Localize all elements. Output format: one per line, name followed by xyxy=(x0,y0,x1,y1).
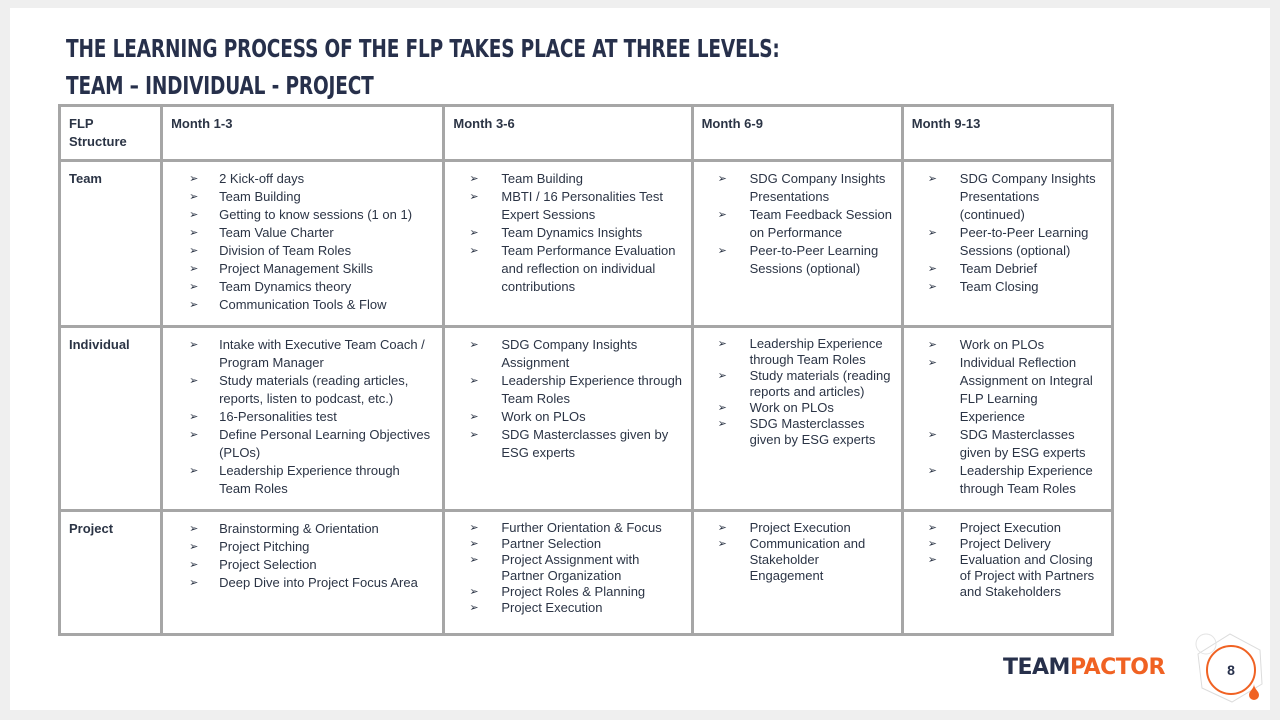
list-item-text: Communication and Stakeholder Engagement xyxy=(749,536,866,583)
list-item-text: Further Orientation & Focus xyxy=(501,520,662,535)
list-item-text: Work on PLOs xyxy=(501,409,586,424)
arrowhead-bullet-icon: ➢ xyxy=(717,370,727,382)
row-label-project: Project xyxy=(60,511,162,635)
list-item xyxy=(469,520,682,536)
list-item-text: Leadership Experience through Team Roles xyxy=(501,373,683,406)
list-item-text: Define Personal Learning Objectives (PLOs) xyxy=(219,427,431,460)
header-row xyxy=(60,106,1113,161)
cell-project-month-9-13 xyxy=(902,511,1112,635)
arrowhead-bullet-icon: ➢ xyxy=(189,245,199,257)
list-item-text: Project Assignment with Partner Organization xyxy=(501,552,640,583)
list-item-text: Project Management Skills xyxy=(219,261,373,276)
arrowhead-bullet-icon: ➢ xyxy=(469,245,479,257)
list-item-text: SDG Company Insights Assignment xyxy=(501,337,638,370)
list-item-text: Project Execution xyxy=(749,520,851,535)
list-item-text: Peer-to-Peer Learning Sessions (optional) xyxy=(959,225,1089,258)
list-item xyxy=(189,188,434,206)
list-item xyxy=(189,170,434,188)
cell-individual-month-6-9 xyxy=(692,327,902,511)
row-label-team: Team xyxy=(60,161,162,327)
list-item-text: Deep Dive into Project Focus Area xyxy=(219,575,418,590)
list-item xyxy=(189,206,434,224)
arrowhead-bullet-icon: ➢ xyxy=(717,173,727,185)
list-item xyxy=(189,278,434,296)
arrowhead-bullet-icon: ➢ xyxy=(717,209,727,221)
list-item-text: Team Debrief xyxy=(959,261,1038,276)
list-item-text: Work on PLOs xyxy=(959,337,1045,352)
list-item xyxy=(718,206,893,242)
list-item xyxy=(718,520,893,536)
list-item-text: Brainstorming & Orientation xyxy=(219,521,379,536)
arrowhead-bullet-icon: ➢ xyxy=(469,522,479,534)
arrowhead-bullet-icon: ➢ xyxy=(469,411,479,423)
list-item-text: Project Roles & Planning xyxy=(501,584,646,599)
list-item-text: Project Selection xyxy=(219,557,317,572)
arrowhead-bullet-icon: ➢ xyxy=(927,173,937,185)
list-item-text: SDG Company Insights Presentations xyxy=(749,171,886,204)
arrowhead-bullet-icon: ➢ xyxy=(469,429,479,441)
arrowhead-bullet-icon: ➢ xyxy=(927,227,937,239)
arrowhead-bullet-icon: ➢ xyxy=(927,357,937,369)
page-number: 8 xyxy=(1227,662,1235,678)
list-item-text: Individual Reflection Assignment on Integral FLP Learning Experience xyxy=(959,355,1093,424)
list-item xyxy=(718,368,893,400)
list-item xyxy=(928,426,1103,462)
list-item-text: Work on PLOs xyxy=(749,400,834,415)
header-cell-month-3-6: Month 3-6 xyxy=(444,106,692,161)
arrowhead-bullet-icon: ➢ xyxy=(189,339,199,351)
arrowhead-bullet-icon: ➢ xyxy=(189,411,199,423)
list-item-text: Peer-to-Peer Learning Sessions (optional) xyxy=(749,243,879,276)
list-item xyxy=(718,536,893,584)
list-item xyxy=(189,538,434,556)
cell-team-month-3-6 xyxy=(444,161,692,327)
list-item xyxy=(469,584,682,600)
arrowhead-bullet-icon: ➢ xyxy=(189,523,199,535)
list-item xyxy=(718,400,893,416)
title-line-1: THE LEARNING PROCESS OF THE FLP TAKES PLACE AT THREE LEVELS: xyxy=(66,34,780,63)
header-cell-month-1-3: Month 1-3 xyxy=(162,106,444,161)
cell-project-month-1-3 xyxy=(162,511,444,635)
arrowhead-bullet-icon: ➢ xyxy=(189,299,199,311)
row-individual xyxy=(60,327,1113,511)
list-item-text: Leadership Experience through Team Roles xyxy=(959,463,1093,496)
list-item xyxy=(928,260,1103,278)
list-item xyxy=(469,336,682,372)
teampactor-logo xyxy=(1003,655,1165,680)
row-project xyxy=(60,511,1113,635)
logo-text-team: TEAM xyxy=(1003,655,1070,680)
list-item xyxy=(469,552,682,584)
arrowhead-bullet-icon: ➢ xyxy=(469,586,479,598)
cell-project-month-6-9 xyxy=(692,511,902,635)
arrowhead-bullet-icon: ➢ xyxy=(717,522,727,534)
list-item xyxy=(189,408,434,426)
arrowhead-bullet-icon: ➢ xyxy=(927,339,937,351)
arrowhead-bullet-icon: ➢ xyxy=(469,173,479,185)
cell-team-month-9-13 xyxy=(902,161,1112,327)
cell-individual-month-1-3 xyxy=(162,327,444,511)
arrowhead-bullet-icon: ➢ xyxy=(717,338,727,350)
list-item xyxy=(718,170,893,206)
list-item-text: MBTI / 16 Personalities Test Expert Sessions xyxy=(501,189,663,222)
arrowhead-bullet-icon: ➢ xyxy=(189,191,199,203)
cell-individual-month-3-6 xyxy=(444,327,692,511)
list-item-text: Team Feedback Session on Performance xyxy=(749,207,892,240)
list-item xyxy=(928,354,1103,426)
header-cell-month-9-13: Month 9-13 xyxy=(902,106,1112,161)
list-item-text: Project Pitching xyxy=(219,539,310,554)
list-item-text: Project Delivery xyxy=(959,536,1051,551)
list-item xyxy=(469,224,682,242)
arrowhead-bullet-icon: ➢ xyxy=(469,339,479,351)
arrowhead-bullet-icon: ➢ xyxy=(469,191,479,203)
cell-individual-month-9-13 xyxy=(902,327,1112,511)
list-item xyxy=(928,336,1103,354)
list-item-text: Partner Selection xyxy=(501,536,602,551)
list-item-text: Team Building xyxy=(501,171,584,186)
list-item xyxy=(928,462,1103,498)
arrowhead-bullet-icon: ➢ xyxy=(189,263,199,275)
list-item xyxy=(718,242,893,278)
arrowhead-bullet-icon: ➢ xyxy=(189,559,199,571)
list-item-text: Team Dynamics Insights xyxy=(501,225,643,240)
list-item xyxy=(469,408,682,426)
list-item xyxy=(928,278,1103,296)
list-item-text: Project Execution xyxy=(959,520,1061,535)
list-item-text: SDG Company Insights Presentations (continued) xyxy=(959,171,1096,222)
flp-structure-table xyxy=(58,104,1114,636)
list-item xyxy=(928,520,1103,536)
list-item-text: Team Dynamics theory xyxy=(219,279,352,294)
list-item-text: Leadership Experience through Team Roles xyxy=(749,336,883,367)
list-item xyxy=(189,242,434,260)
list-item-text: 16-Personalities test xyxy=(219,409,337,424)
list-item xyxy=(469,426,682,462)
list-item-text: Team Building xyxy=(219,189,301,204)
list-item-text: Leadership Experience through Team Roles xyxy=(219,463,400,496)
list-item xyxy=(928,170,1103,224)
list-item-text: Team Performance Evaluation and reflection on individual contributions xyxy=(501,243,676,294)
arrowhead-bullet-icon: ➢ xyxy=(469,554,479,566)
list-item xyxy=(189,336,434,372)
list-item-text: Team Closing xyxy=(959,279,1039,294)
row-label-individual: Individual xyxy=(60,327,162,511)
list-item xyxy=(928,224,1103,260)
flame-drop-icon xyxy=(1248,684,1260,700)
title-line-2: TEAM – INDIVIDUAL - PROJECT xyxy=(66,71,374,100)
list-item xyxy=(469,242,682,296)
slide-title xyxy=(66,30,780,104)
list-item-text: Evaluation and Closing of Project with Partners and Stakeholders xyxy=(959,552,1095,599)
list-item xyxy=(469,536,682,552)
cell-project-month-3-6 xyxy=(444,511,692,635)
list-item-text: Communication Tools & Flow xyxy=(219,297,387,312)
list-item xyxy=(718,416,893,448)
arrowhead-bullet-icon: ➢ xyxy=(927,465,937,477)
logo-text-pactor: PACTOR xyxy=(1069,655,1165,680)
list-item-text: 2 Kick-off days xyxy=(219,171,305,186)
arrowhead-bullet-icon: ➢ xyxy=(189,465,199,477)
list-item-text: Study materials (reading reports and articles) xyxy=(749,368,891,399)
list-item xyxy=(469,372,682,408)
list-item-text: SDG Masterclasses given by ESG experts xyxy=(501,427,669,460)
cell-team-month-6-9 xyxy=(692,161,902,327)
list-item xyxy=(928,552,1103,600)
list-item xyxy=(189,224,434,242)
arrowhead-bullet-icon: ➢ xyxy=(927,522,937,534)
arrowhead-bullet-icon: ➢ xyxy=(927,538,937,550)
arrowhead-bullet-icon: ➢ xyxy=(717,418,727,430)
list-item xyxy=(189,426,434,462)
list-item-text: Division of Team Roles xyxy=(219,243,352,258)
list-item xyxy=(189,462,434,498)
list-item-text: Team Value Charter xyxy=(219,225,334,240)
list-item xyxy=(189,372,434,408)
list-item xyxy=(189,260,434,278)
arrowhead-bullet-icon: ➢ xyxy=(189,173,199,185)
arrowhead-bullet-icon: ➢ xyxy=(717,245,727,257)
list-item xyxy=(718,336,893,368)
cell-team-month-1-3 xyxy=(162,161,444,327)
arrowhead-bullet-icon: ➢ xyxy=(927,263,937,275)
arrowhead-bullet-icon: ➢ xyxy=(189,577,199,589)
list-item-text: Getting to know sessions (1 on 1) xyxy=(219,207,413,222)
arrowhead-bullet-icon: ➢ xyxy=(189,281,199,293)
arrowhead-bullet-icon: ➢ xyxy=(469,375,479,387)
arrowhead-bullet-icon: ➢ xyxy=(927,554,937,566)
arrowhead-bullet-icon: ➢ xyxy=(927,429,937,441)
arrowhead-bullet-icon: ➢ xyxy=(189,429,199,441)
arrowhead-bullet-icon: ➢ xyxy=(717,538,727,550)
list-item-text: SDG Masterclasses given by ESG experts xyxy=(749,416,876,447)
arrowhead-bullet-icon: ➢ xyxy=(189,227,199,239)
arrowhead-bullet-icon: ➢ xyxy=(469,602,479,614)
list-item xyxy=(189,296,434,314)
arrowhead-bullet-icon: ➢ xyxy=(189,541,199,553)
arrowhead-bullet-icon: ➢ xyxy=(717,402,727,414)
row-team xyxy=(60,161,1113,327)
list-item xyxy=(189,556,434,574)
arrowhead-bullet-icon: ➢ xyxy=(469,538,479,550)
list-item-text: SDG Masterclasses given by ESG experts xyxy=(959,427,1086,460)
list-item-text: Intake with Executive Team Coach / Program Manager xyxy=(219,337,425,370)
list-item xyxy=(469,170,682,188)
list-item-text: Study materials (reading articles, reports, listen to podcast, etc.) xyxy=(219,373,409,406)
list-item xyxy=(469,188,682,224)
list-item xyxy=(469,600,682,616)
list-item xyxy=(189,574,434,592)
header-cell-month-6-9: Month 6-9 xyxy=(692,106,902,161)
list-item-text: Project Execution xyxy=(501,600,603,615)
arrowhead-bullet-icon: ➢ xyxy=(927,281,937,293)
arrowhead-bullet-icon: ➢ xyxy=(189,209,199,221)
list-item xyxy=(189,520,434,538)
list-item xyxy=(928,536,1103,552)
header-cell-structure: FLP Structure xyxy=(60,106,162,161)
arrowhead-bullet-icon: ➢ xyxy=(189,375,199,387)
arrowhead-bullet-icon: ➢ xyxy=(469,227,479,239)
